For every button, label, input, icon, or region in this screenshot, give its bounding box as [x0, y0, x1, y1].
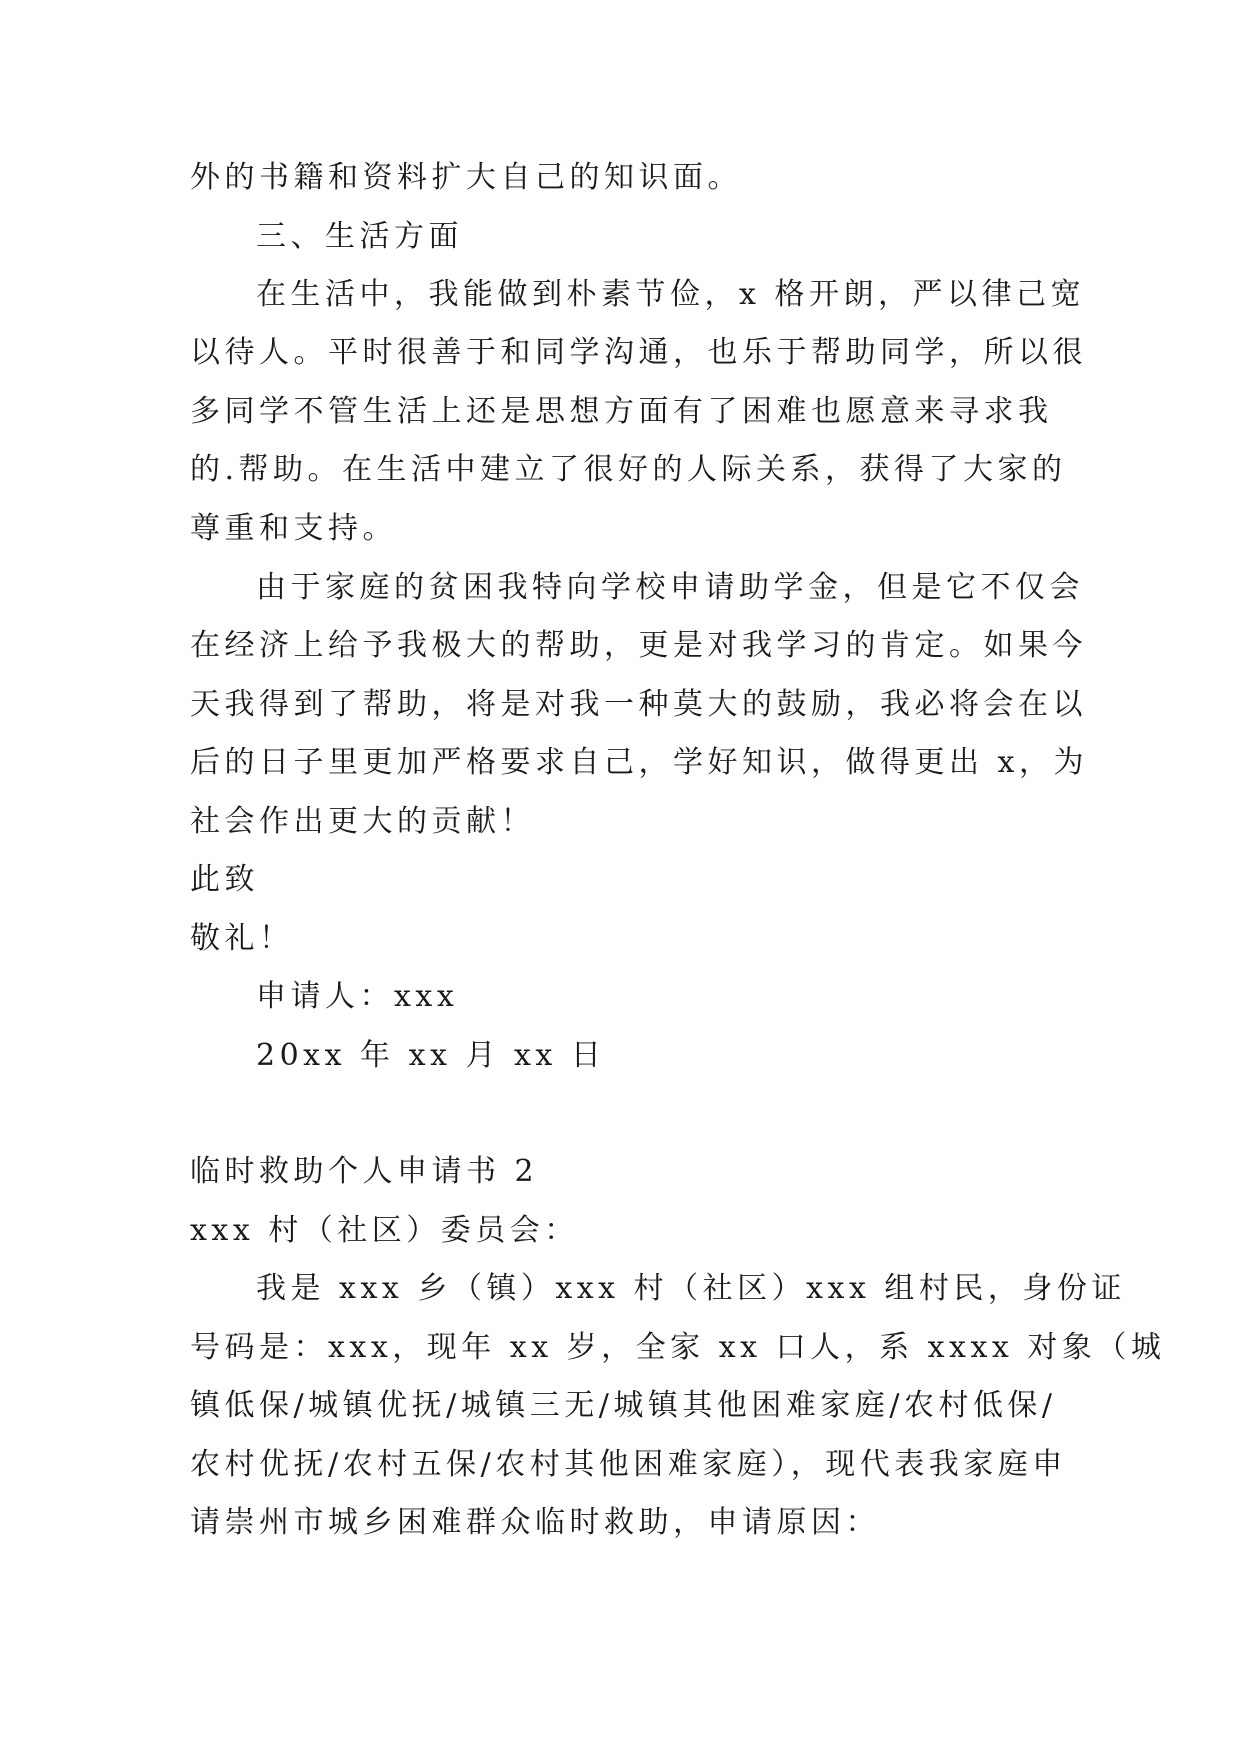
date-line: 20xx 年 xx 月 xx 日 [256, 1038, 606, 1073]
body-line: 天我得到了帮助，将是对我一种莫大的鼓励，我必将会在以 [190, 687, 1087, 722]
body-line: 以待人。平时很善于和同学沟通，也乐于帮助同学，所以很 [190, 335, 1087, 370]
body-line: 后的日子里更加严格要求自己，学好知识，做得更出 x，为 [190, 745, 1088, 780]
body-line: 镇低保/城镇优抚/城镇三无/城镇其他困难家庭/农村低保/ [190, 1388, 1057, 1423]
closing-salutation: 敬礼！ [190, 921, 294, 956]
body-line: 号码是：xxx，现年 xx 岁，全家 xx 口人，系 xxxx 对象（城 [190, 1330, 1166, 1365]
body-line: 我是 xxx 乡（镇）xxx 村（社区）xxx 组村民，身份证 [256, 1271, 1126, 1306]
body-line: 尊重和支持。 [190, 511, 397, 546]
document-title: 临时救助个人申请书 2 [190, 1154, 539, 1189]
applicant-signature: 申请人：xxx [256, 979, 459, 1014]
body-line: 在经济上给予我极大的帮助，更是对我学习的肯定。如果今 [190, 628, 1087, 663]
body-line: 外的书籍和资料扩大自己的知识面。 [190, 160, 742, 195]
closing-line: 此致 [190, 862, 259, 897]
body-line: 社会作出更大的贡献！ [190, 804, 535, 839]
body-line: 请崇州市城乡困难群众临时救助，申请原因： [190, 1505, 880, 1540]
section-heading: 三、生活方面 [256, 219, 463, 254]
addressee-line: xxx 村（社区）委员会： [190, 1213, 579, 1248]
body-line: 在生活中，我能做到朴素节俭，x 格开朗，严以律己宽 [256, 277, 1085, 312]
body-line: 农村优抚/农村五保/农村其他困难家庭），现代表我家庭申 [190, 1447, 1067, 1482]
body-line: 多同学不管生活上还是思想方面有了困难也愿意来寻求我 [190, 394, 1053, 429]
body-line: 的.帮助。在生活中建立了很好的人际关系，获得了大家的 [190, 452, 1067, 487]
body-line: 由于家庭的贫困我特向学校申请助学金，但是它不仅会 [256, 570, 1084, 605]
